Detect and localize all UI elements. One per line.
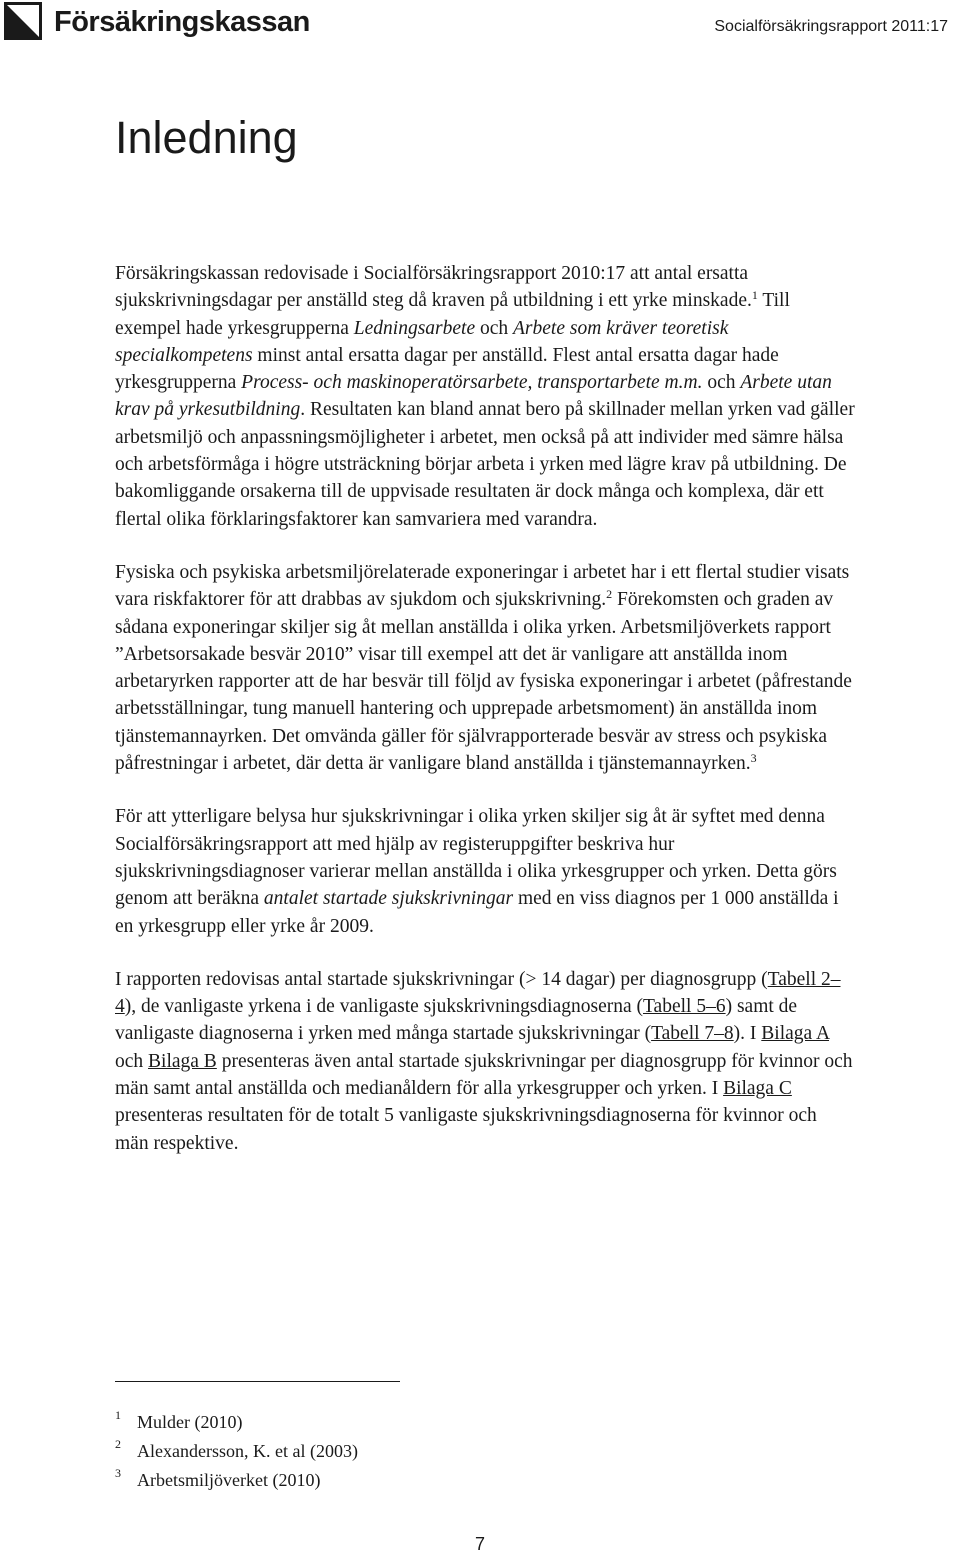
paragraph-2: Fysiska och psykiska arbetsmiljörelaterade exponeringar i arbetet har i ett flertal studier visats vara riskfaktorer för att drabbas av sjukdom och sjukskrivning.$^2$ Förekomsten och graden av sådana exponeringar skiljer sig åt mellan anställda i olika yrken. Arbetsmiljöverkets rapport ”Arbetsorsakade besvär 2010” visar till exempel att det är vanligare att anställda inom arbetaryrken rapporter att de har besvär till följd av fysiska exponeringar i arbetet (påfrestande arbetsställningar, tung manuell hantering och upprepade arbetsmoment) än anställda inom tjänstemannayrken. Det omvända gäller för självrapporterade besvär av stress och psykiska påfrestningar i arbetet, där detta är vanligare bland anställda i tjänstemannayrken.$^3$ (115, 561, 852, 775)
page-header (0, 0, 960, 60)
footnote-ref-3[interactable]: 3 (750, 751, 757, 766)
footnote-text: Arbetsmiljöverket (2010) (137, 1470, 321, 1490)
footnote-2 (115, 1437, 615, 1466)
logo-wordmark: Försäkringskassan (54, 6, 310, 38)
footnote-number: 1 (115, 1408, 121, 1422)
body-text (115, 260, 855, 1183)
footnote-divider (115, 1381, 400, 1382)
link-bilaga-b[interactable]: Bilaga B (148, 1050, 217, 1072)
report-identifier: Socialförsäkringsrapport 2011:17 (714, 18, 948, 35)
footnote-3 (115, 1466, 615, 1495)
footnote-number: 3 (115, 1466, 121, 1480)
page-number: 7 (474, 1534, 485, 1554)
footnote-number: 2 (115, 1437, 121, 1451)
footnote-text: Alexandersson, K. et al (2003) (137, 1441, 358, 1461)
page-title: Inledning (115, 112, 298, 163)
footnote-ref-2[interactable]: 2 (606, 587, 613, 602)
link-tabell-5-6[interactable]: Tabell 5–6 (643, 996, 726, 1018)
footnote-ref-1[interactable]: 1 (751, 288, 758, 303)
link-bilaga-c[interactable]: Bilaga C (723, 1078, 792, 1100)
footnote-1 (115, 1408, 615, 1437)
link-tabell-2-4[interactable]: Tabell 2–4 (115, 968, 841, 1018)
paragraph-4: I rapporten redovisas antal startade sjukskrivningar (> 14 dagar) per diagnosgrupp (Tabell 2–4), de vanligaste yrkena i de vanligaste sjukskrivningsdiagnoserna (Tabell 5–6) samt de vanligaste diagnoserna i yrken med många startade sjukskrivningar (Tabell 7–8). I Bilaga A och Bilaga B presenteras även antal startade sjukskrivningar per diagnosgrupp för kvinnor och män samt antal anställda och medianåldern för alla yrkesgrupper och yrken. I Bilaga C presenteras resultaten för de totalt 5 vanligaste sjukskrivningsdiagnoserna för kvinnor och män respektive. (115, 968, 853, 1154)
paragraph-3: För att ytterligare belysa hur sjukskrivningar i olika yrken skiljer sig åt är syftet med denna Socialförsäkringsrapport att med hjälp av registeruppgifter beskriva hur sjukskrivningsdiagnoser varierar mellan anställda i olika yrkesgrupper och yrken. Detta görs genom att beräkna antalet startade sjukskrivningar med en viss diagnos per 1 000 anställda i en yrkesgrupp eller yrke år 2009. (115, 806, 839, 937)
paragraph-1: Försäkringskassan redovisade i Socialförsäkringsrapport 2010:17 att antal ersatta sjukskrivningsdagar per anställd steg då kraven på utbildning i ett yrke minskade.$^1$ Till exempel hade yrkesgrupperna Ledningsarbete och Arbete som kräver teoretisk specialkompetens minst antal ersatta dagar per anställd. Flest antal ersatta dagar hade yrkesgrupperna Process- och maskinoperatörsarbete, transportarbete m.m. och Arbete utan krav på yrkesutbildning. Resultaten kan bland annat bero på skillnader mellan yrken vad gäller arbetsmiljö och anpassningsmöjligheter i arbetet, men också på att individer med sämre hälsa och arbetsförmåga i högre utsträckning börjar arbeta i yrken med lägre krav på utbildning. De bakomliggande orsakerna till de uppvisade resultaten är dock många och komplexa, där ett flertal olika förklaringsfaktorer kan samvariera med varandra. (115, 263, 855, 530)
forsakringskassan-logo-icon (4, 2, 42, 40)
link-bilaga-a[interactable]: Bilaga A (761, 1023, 830, 1045)
footnotes (115, 1408, 615, 1495)
link-tabell-7-8[interactable]: Tabell 7–8 (651, 1023, 734, 1045)
footnote-text: Mulder (2010) (137, 1412, 243, 1432)
